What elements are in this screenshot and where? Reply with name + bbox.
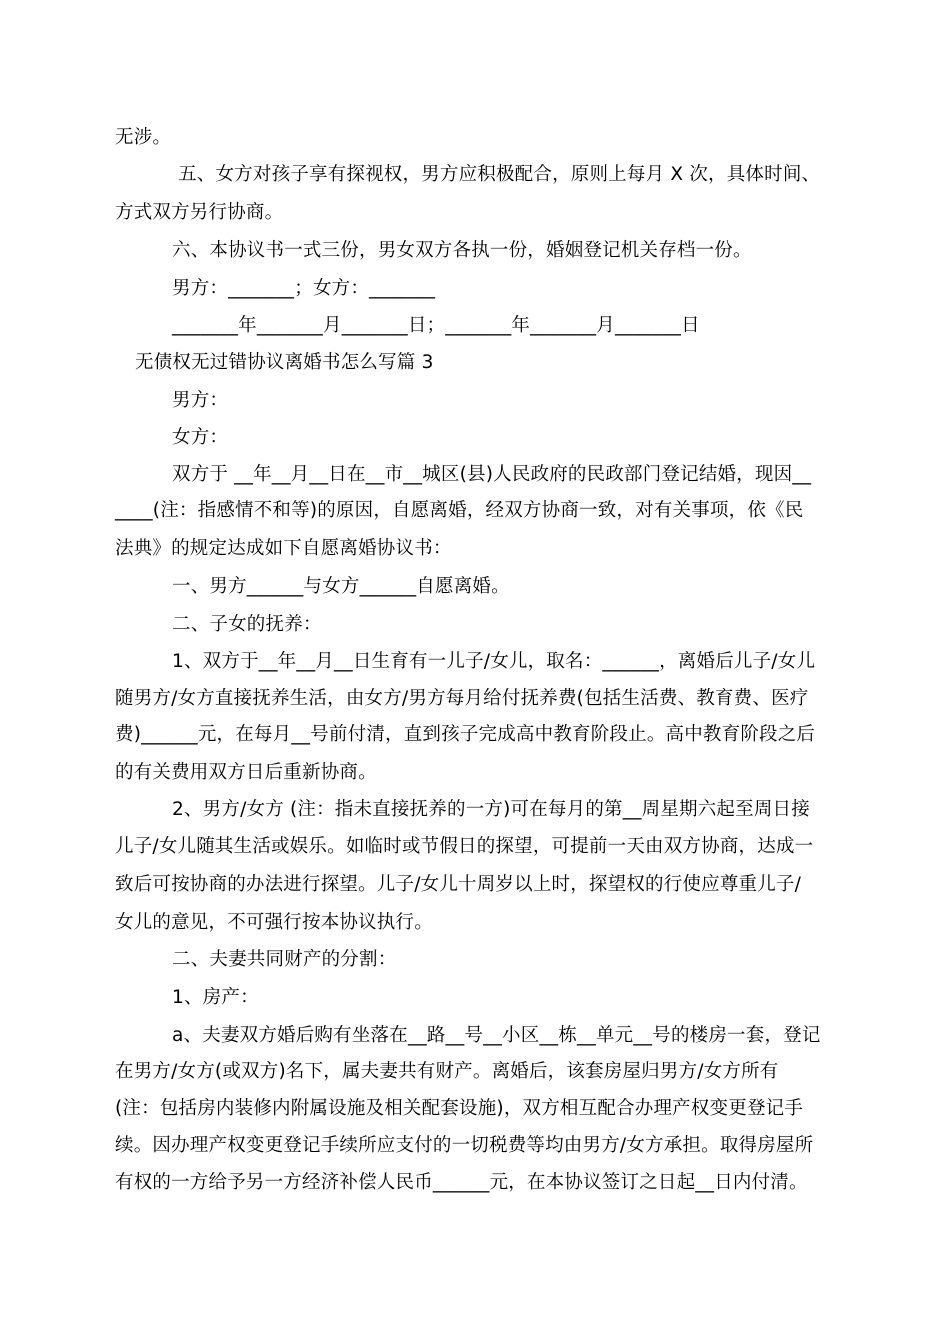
text-line: 2、男方/女方 (注：指未直接抚养的一方)可在每月的第__周星期六起至周日接: [172, 799, 810, 820]
text-line: 的有关费用双方日后重新协商。: [115, 762, 377, 783]
text-line: 一、男方______与女方______自愿离婚。: [172, 576, 510, 597]
text-line: 有权的一方给予另一方经济补偿人民币______元，在本协议签订之日起__日内付清。: [115, 1172, 808, 1193]
text-line: 二、夫妻共同财产的分割：: [172, 949, 397, 970]
text-line: 双方于 __年__月__日在__市__城区(县)人民政府的民政部门登记结婚，现因__: [172, 464, 812, 485]
text-line: 费)______元，在每月__号前付清，直到孩子完成高中教育阶段止。高中教育阶段之后: [115, 724, 816, 745]
date-line: _______年_______月_______日；_______年_______月_______日: [172, 315, 700, 336]
text-line: 1、房产：: [172, 987, 259, 1008]
text-line: 无涉。: [115, 127, 172, 148]
text-line: ____(注：指感情不和等)的原因，自愿离婚，经双方协商一致，对有关事项，依《民: [115, 500, 804, 521]
text-line: 1、双方于__年__月__日生育有一儿子/女儿，取名：______，离婚后儿子/女儿: [172, 651, 816, 672]
text-line: 女儿的意见，不可强行按本协议执行。: [115, 912, 433, 933]
text-line: 五、女方对孩子享有探视权，男方应积极配合，原则上每月 X 次，具体时间、: [172, 164, 821, 185]
text-line: (注：包括房内装修内附属设施及相关配套设施)，双方相互配合办理产权变更登记手: [115, 1098, 804, 1119]
text-line: 在男方/女方(或双方)名下，属夫妻共有财产。离婚后，该套房屋归男方/女方所有: [115, 1061, 779, 1082]
text-line: 女方：: [172, 427, 229, 448]
section-heading: 无债权无过错协议离婚书怎么写篇 3: [135, 352, 434, 373]
text-line: 儿子/女儿随其生活或娱乐。如临时或节假日的探望，可提前一天由双方协商，达成一: [115, 836, 814, 857]
text-line: a、夫妻双方婚后购有坐落在__路__号__小区__栋__单元__号的楼房一套，登记: [172, 1025, 821, 1046]
text-line: 方式双方另行协商。: [115, 202, 284, 223]
text-line: 续。因办理产权变更登记手续所应支付的一切税费等均由男方/女方承担。取得房屋所: [115, 1135, 814, 1156]
text-line: 随男方/女方直接抚养生活，由女方/男方每月给付抚养费(包括生活费、教育费、医疗: [115, 688, 809, 709]
text-line: 致后可按协商的办法进行探望。儿子/女儿十周岁以上时，探望权的行使应尊重儿子/: [115, 874, 802, 895]
signature-line: 男方：_______；女方：_______: [172, 278, 436, 299]
text-line: 六、本协议书一式三份，男女双方各执一份，婚姻登记机关存档一份。: [172, 240, 752, 261]
text-line: 男方：: [172, 390, 229, 411]
text-line: 二、子女的抚养：: [172, 614, 322, 635]
text-line: 法典》的规定达成如下自愿离婚协议书：: [115, 538, 452, 559]
